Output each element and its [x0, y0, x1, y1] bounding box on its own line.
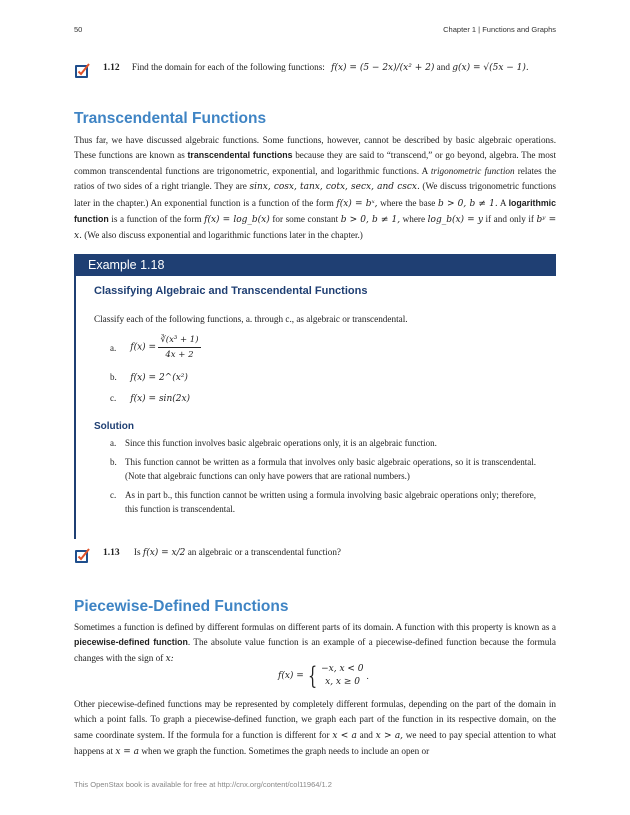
text-run: relates the ratios of two sides of a right triangle. They are [74, 165, 557, 192]
exercise-text: Find the domain for each of the following functions: [131, 62, 325, 72]
math-inline: f(x) = x/2 [142, 548, 186, 558]
text-run: where the base [380, 197, 436, 208]
math-lhs: f(x) = [278, 671, 304, 681]
footer-text: This OpenStax book is available for free at http://cnx.org/content/col11964/1.2 [74, 780, 332, 789]
text-run: (We also discuss exponential and logarithmic functions later in the chapter.) [84, 230, 363, 241]
text-run: where [402, 214, 426, 225]
example-item-b [110, 370, 188, 385]
solution-item [110, 488, 536, 516]
key-term: logarithmic function [74, 197, 557, 225]
item-letter: a. [110, 438, 117, 448]
math-inline: b > 0, b ≠ 1, [340, 215, 401, 226]
example-label: Example 1.18 [88, 258, 165, 272]
text-run: . The absolute value function is an example of a piecewise-defined function because the formula changes with the sign of [74, 637, 556, 663]
key-term-italic: trigonometric function [430, 165, 515, 176]
piecewise-formula [278, 662, 369, 690]
math-inline: sinx, cosx, tanx, cotx, secx, and cscx. [249, 182, 420, 193]
text-run: is a function of the form [111, 214, 202, 225]
math-inline: x: [165, 653, 174, 664]
text-run: we need to pay special attention to what happens at [74, 729, 557, 757]
item-letter: a. [110, 342, 117, 353]
example-subtitle: Classifying Algebraic and Transcendental Functions [94, 285, 368, 297]
math-expr: f(x) = 2^(x²) [130, 373, 188, 383]
solution-text: This function cannot be written as a formula that involves only basic algebraic operations, so it is transcendental. (Note that algebraic functions can only have powers that are rational numbers.) [125, 457, 536, 481]
text-run: A [499, 197, 506, 208]
piecewise-paragraph-1 [74, 620, 556, 667]
exercise-1-12 [103, 62, 563, 73]
solution-text: Since this function involves basic algebraic operations only, it is an algebraic function. [125, 438, 437, 448]
text-run: Thus far, we have discussed algebraic functions. Some functions, however, cannot be described by basic algebraic operations. These functions are known as [74, 135, 556, 161]
exercise-1-13 [103, 547, 341, 558]
item-letter: c. [110, 393, 117, 403]
math-inline: log_b(x) = y [427, 215, 483, 226]
solution-item [110, 436, 536, 450]
key-term: piecewise-defined function [74, 637, 188, 648]
item-letter: c. [110, 490, 117, 500]
transcendental-paragraph [74, 133, 556, 245]
example-item-a [110, 333, 201, 360]
solution-list [110, 436, 536, 516]
fraction [158, 333, 200, 362]
exercise-and: and [436, 62, 450, 72]
section-title-transcendental: Transcendental Functions [74, 110, 267, 127]
math-inline: f(x) = log_b(x) [204, 215, 270, 226]
math-inline: x < a [332, 730, 357, 741]
example-instruction: Classify each of the following functions, a. through c., as algebraic or transcendental. [94, 314, 408, 324]
solution-text: As in part b., this function cannot be written using a formula involving basic algebraic operations only; therefore, this function is transcendental. [125, 490, 536, 514]
fraction-denominator: 4x + 2 [165, 350, 194, 360]
example-border [74, 276, 76, 539]
example-header [74, 254, 556, 276]
text-run: if and only if [485, 214, 534, 225]
text-run: (We discuss trigonometric functions later in the chapter.) An exponential function is a function of the form [74, 181, 556, 208]
text-run: Other piecewise-defined functions may be represented by completely different formulas, depending on the part of the domain in which a point falls. To graph a piecewise-defined function, we graph each part of the function in its respective domain, on the same coordinate system. If the formula for a function is different for [74, 699, 556, 740]
exercise-number: 1.12 [103, 63, 120, 73]
math-lhs: f(x) = [130, 342, 157, 353]
piecewise-case: x, x ≥ 0 [325, 677, 360, 687]
brace-icon: { [307, 662, 318, 690]
text-run: for some constant [272, 214, 339, 225]
text-run: when we graph the function. Sometimes the graph needs to include an open or [141, 746, 430, 757]
exercise-number: 1.13 [103, 548, 120, 558]
section-title-piecewise: Piecewise-Defined Functions [74, 598, 289, 615]
exercise-expr-f: f(x) = (5 − 2x)/(x² + 2) [331, 63, 435, 73]
math-inline: f(x) = bˣ, [336, 198, 378, 209]
solution-label: Solution [94, 421, 134, 432]
math-expr: f(x) = sin(2x) [130, 394, 191, 404]
exercise-text: Is [133, 547, 141, 557]
item-letter: b. [110, 457, 117, 467]
chapter-header: Chapter 1 | Functions and Graphs [443, 25, 556, 34]
example-item-c [110, 391, 190, 406]
exercise-expr-g: g(x) = √(5x − 1). [452, 63, 529, 73]
solution-item [110, 455, 536, 483]
item-letter: b. [110, 372, 117, 382]
fraction-numerator: ∛(x³ + 1) [158, 333, 200, 348]
checkpoint-icon [74, 62, 91, 84]
text-run: Sometimes a function is defined by different formulas on different parts of its domain. A function with this property is known as a [74, 622, 556, 632]
piecewise-case: −x, x < 0 [321, 664, 364, 674]
key-term: transcendental functions [187, 150, 293, 161]
checkpoint-icon [74, 547, 91, 569]
math-inline: x > a, [375, 730, 404, 741]
math-inline: x = a [115, 747, 140, 758]
piecewise-cases [321, 663, 363, 689]
math-inline: b > 0, b ≠ 1. [438, 198, 498, 209]
math-inline: bʸ = x. [74, 215, 557, 242]
page-number: 50 [74, 25, 83, 34]
piecewise-paragraph-2 [74, 697, 556, 761]
text-run: because they are said to “transcend,” or go beyond, algebra. The most common transcendental functions are trigonometric, exponential, and logarithmic functions. A [74, 150, 557, 176]
text-run: and [359, 729, 373, 740]
exercise-text: an algebraic or a transcendental function? [187, 547, 341, 557]
period: . [366, 671, 369, 681]
